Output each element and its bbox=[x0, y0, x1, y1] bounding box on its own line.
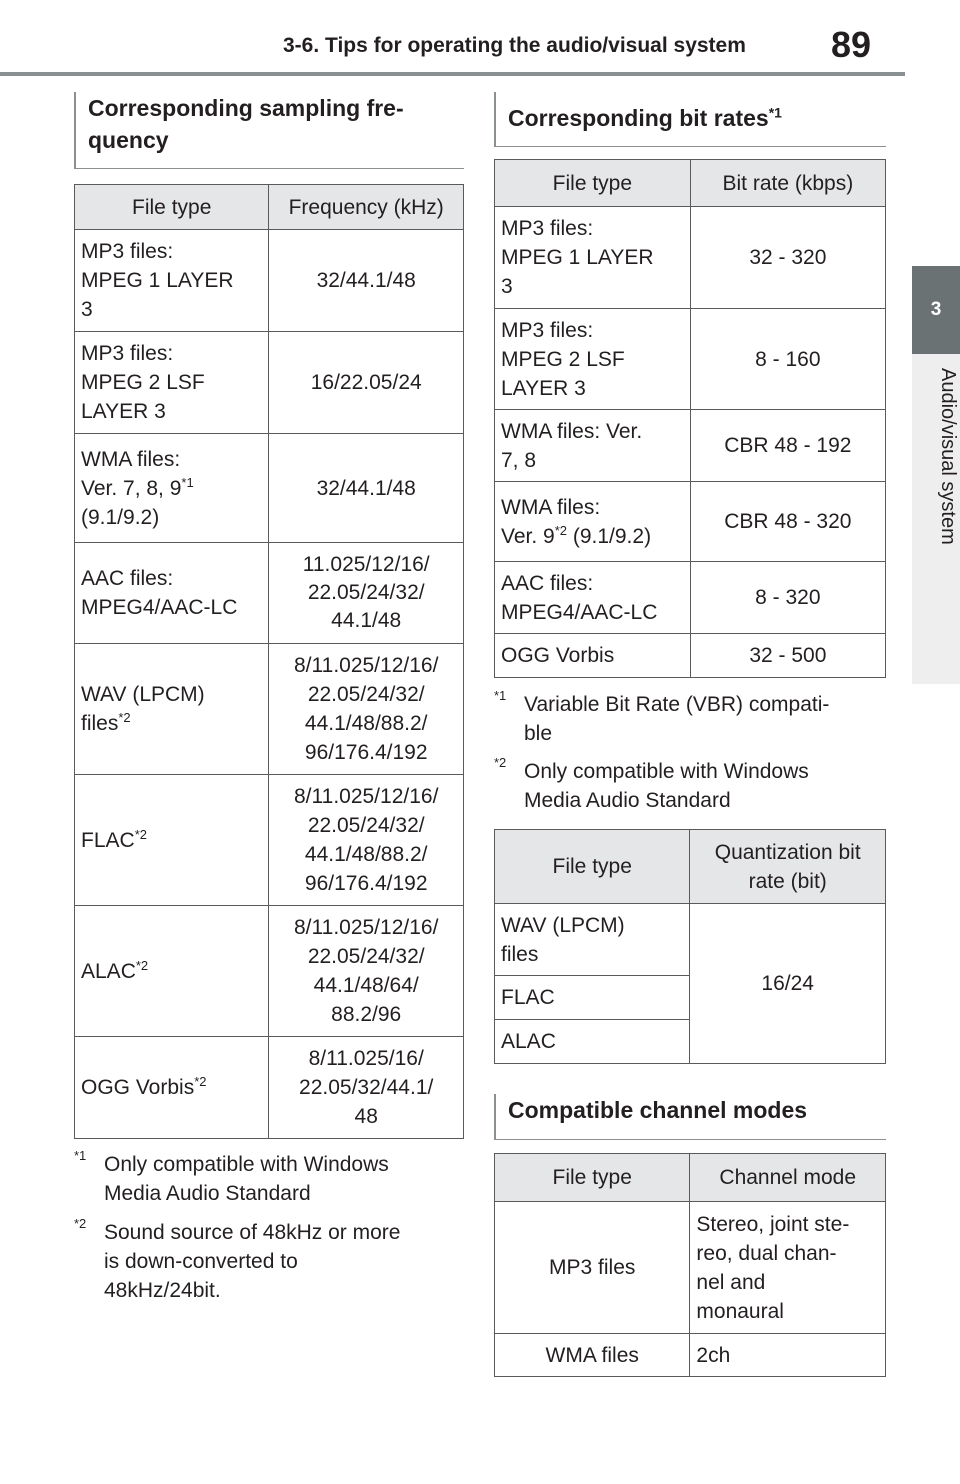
frequency-cell: 16/22.05/24 bbox=[269, 332, 464, 434]
file-type-cell: ALAC bbox=[495, 1020, 690, 1064]
bitrate-cell: 32 - 320 bbox=[690, 207, 885, 309]
file-type-cell: FLAC$^{*2}$ bbox=[75, 775, 269, 906]
bitrate-cell: 8 - 320 bbox=[690, 562, 885, 634]
column-header: Quantization bit rate (bit) bbox=[690, 830, 886, 904]
footnote-ref: *1 bbox=[181, 474, 194, 490]
footnote-ref: *1 bbox=[768, 104, 782, 121]
frequency-cell: 11.025/12/16/ 22.05/24/32/ 44.1/48 bbox=[269, 543, 464, 644]
file-type-cell: WMA files: Ver. 9$^{*2}$ (9.1/9.2) bbox=[495, 482, 691, 562]
file-type-cell: WMA files: Ver. 7, 8 bbox=[495, 410, 691, 482]
footnote-text: Only compatible with Windows Media Audio Standard bbox=[524, 760, 809, 812]
footnote-ref: *2 bbox=[194, 1074, 207, 1089]
footnote-text: Sound source of 48kHz or more is down-converted to 48kHz/24bit. bbox=[104, 1221, 401, 1302]
chapter-tab-label: Audio/visual system bbox=[937, 368, 959, 545]
channel-mode-cell: Stereo, joint ste- reo, dual chan- nel and monaural bbox=[690, 1202, 886, 1334]
sampling-section-heading: Corresponding sampling fre- quency bbox=[74, 92, 464, 169]
file-type-cell: OGG Vorbis$^{*2}$ bbox=[75, 1037, 269, 1139]
file-type-cell: FLAC bbox=[495, 976, 690, 1020]
footnote: *2 Only compatible with Windows Media Audio Standard bbox=[494, 757, 886, 817]
file-type-cell: AAC files: MPEG4/AAC-LC bbox=[75, 543, 269, 644]
frequency-cell: 8/11.025/16/ 22.05/32/44.1/ 48 bbox=[269, 1037, 464, 1139]
quantization-table bbox=[494, 829, 886, 1064]
chapter-tab bbox=[912, 354, 960, 684]
file-type-cell: ALAC$^{*2}$ bbox=[75, 906, 269, 1037]
file-type-cell: WAV (LPCM) files bbox=[495, 904, 690, 976]
channel-section-heading: Compatible channel modes bbox=[494, 1094, 886, 1140]
file-type-cell: MP3 files: MPEG 2 LSF LAYER 3 bbox=[75, 332, 269, 434]
file-type-cell: MP3 files bbox=[495, 1202, 690, 1334]
bitrate-cell: CBR 48 - 320 bbox=[690, 482, 885, 562]
footnote-ref: *2 bbox=[135, 957, 149, 973]
page-header-title: 3-6. Tips for operating the audio/visual system bbox=[283, 34, 746, 57]
file-type-cell: MP3 files: MPEG 1 LAYER 3 bbox=[75, 230, 269, 332]
frequency-cell: 32/44.1/48 bbox=[269, 230, 464, 332]
frequency-cell: 32/44.1/48 bbox=[269, 434, 464, 543]
column-header: File type bbox=[495, 1154, 690, 1202]
column-header: Bit rate (kbps) bbox=[690, 160, 885, 207]
column-header: File type bbox=[495, 830, 690, 904]
footnote-text: Variable Bit Rate (VBR) compati- ble bbox=[524, 693, 830, 745]
frequency-cell: 8/11.025/12/16/ 22.05/24/32/ 44.1/48/88.2/ 96/176.4/192 bbox=[269, 644, 464, 775]
column-header: Frequency (kHz) bbox=[269, 185, 464, 230]
footnote: *1 Only compatible with Windows Media Audio Standard bbox=[74, 1150, 464, 1210]
bitrate-cell: CBR 48 - 192 bbox=[690, 410, 885, 482]
file-type-cell: WMA files: Ver. 7, 8, 9$^{*1}$ (9.1/9.2) bbox=[75, 434, 269, 543]
file-type-cell: WMA files bbox=[495, 1334, 690, 1377]
page-number: 89 bbox=[831, 24, 872, 65]
header-rule bbox=[0, 72, 905, 76]
file-type-cell: OGG Vorbis bbox=[495, 634, 691, 678]
frequency-cell: 8/11.025/12/16/ 22.05/24/32/ 44.1/48/88.2/ 96/176.4/192 bbox=[269, 775, 464, 906]
footnote: *2 Sound source of 48kHz or more is down-converted to 48kHz/24bit. bbox=[74, 1218, 464, 1308]
bitrate-table bbox=[494, 159, 886, 678]
sampling-frequency-table bbox=[74, 184, 464, 1139]
footnote-ref: *2 bbox=[134, 826, 147, 842]
bitrate-cell: 8 - 160 bbox=[690, 309, 885, 410]
file-type-cell: AAC files: MPEG4/AAC-LC bbox=[495, 562, 691, 634]
bitrate-cell: 32 - 500 bbox=[690, 634, 885, 678]
column-header: Channel mode bbox=[690, 1154, 886, 1202]
channel-mode-cell: 2ch bbox=[690, 1334, 886, 1377]
chapter-tab-number: 3 bbox=[912, 266, 960, 354]
column-header: File type bbox=[495, 160, 691, 207]
bitrate-heading-text: Corresponding bit rates bbox=[508, 105, 769, 131]
file-type-cell: MP3 files: MPEG 1 LAYER 3 bbox=[495, 207, 691, 309]
column-header: File type bbox=[75, 185, 269, 230]
channel-mode-table bbox=[494, 1153, 886, 1377]
footnote: *1 Variable Bit Rate (VBR) compati- ble bbox=[494, 690, 886, 750]
footnote-ref: *2 bbox=[118, 710, 131, 725]
quantization-cell: 16/24 bbox=[690, 904, 886, 1064]
footnote-text: Only compatible with Windows Media Audio Standard bbox=[104, 1153, 389, 1205]
file-type-cell: WAV (LPCM) files$^{*2}$ bbox=[75, 644, 269, 775]
bitrate-section-heading bbox=[494, 92, 886, 147]
file-type-cell: MP3 files: MPEG 2 LSF LAYER 3 bbox=[495, 309, 691, 410]
footnote-ref: *2 bbox=[554, 522, 568, 538]
frequency-cell: 8/11.025/12/16/ 22.05/24/32/ 44.1/48/64/ 88.2/96 bbox=[269, 906, 464, 1037]
